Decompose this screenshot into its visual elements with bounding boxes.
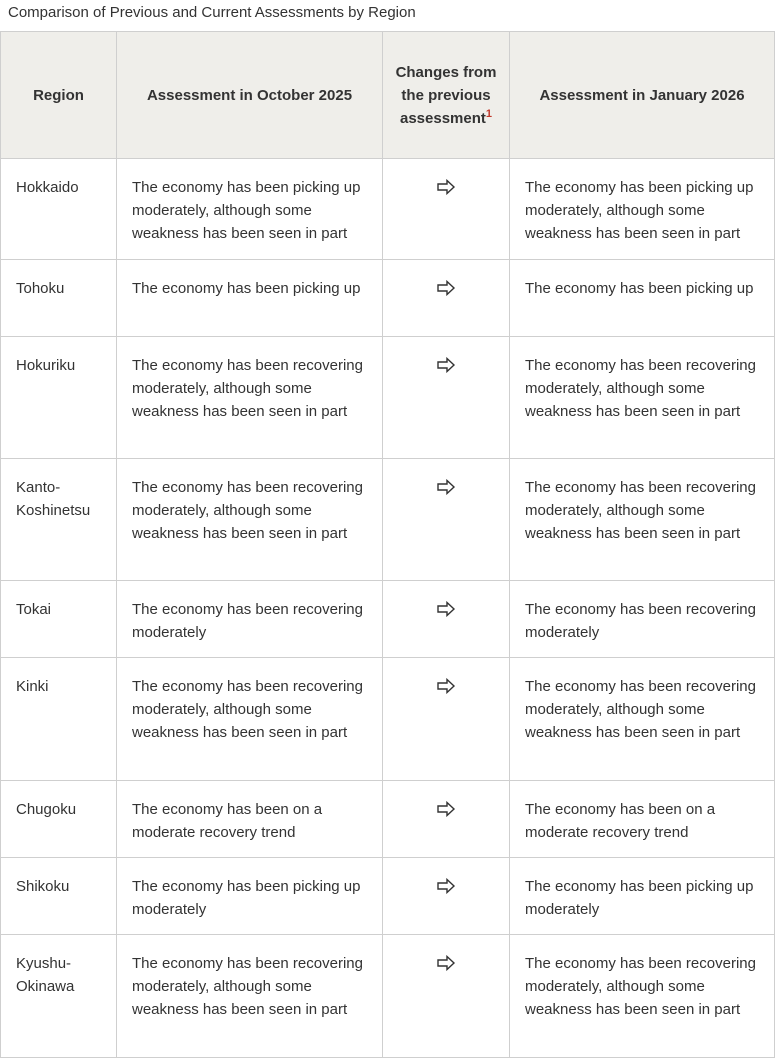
october-assessment-cell: The economy has been on a moderate recovery trend xyxy=(117,781,383,858)
right-arrow-icon xyxy=(436,678,456,694)
january-assessment-cell: The economy has been recovering moderately, although some weakness has been seen in part xyxy=(510,337,775,459)
table-row-tohoku xyxy=(1,260,775,337)
right-arrow-icon xyxy=(436,479,456,495)
october-assessment-cell: The economy has been picking up moderately, although some weakness has been seen in part xyxy=(117,159,383,260)
january-assessment-cell: The economy has been recovering moderately, although some weakness has been seen in part xyxy=(510,658,775,781)
change-cell xyxy=(383,581,510,658)
table-row-kyushu-okinawa xyxy=(1,935,775,1058)
right-arrow-icon xyxy=(436,801,456,817)
header-january: Assessment in January 2026 xyxy=(510,32,775,159)
january-assessment-cell: The economy has been recovering moderately, although some weakness has been seen in part xyxy=(510,935,775,1058)
january-assessment-cell: The economy has been recovering moderately xyxy=(510,581,775,658)
table-row-chugoku xyxy=(1,781,775,858)
right-arrow-icon xyxy=(436,179,456,195)
footnote-link[interactable]: 1 xyxy=(485,107,493,120)
change-cell xyxy=(383,781,510,858)
january-assessment-cell: The economy has been recovering moderately, although some weakness has been seen in part xyxy=(510,459,775,581)
change-cell xyxy=(383,337,510,459)
table-caption: Comparison of Previous and Current Assessments by Region xyxy=(8,4,416,21)
change-cell xyxy=(383,658,510,781)
october-assessment-cell: The economy has been recovering moderately xyxy=(117,581,383,658)
table-row-hokkaido xyxy=(1,159,775,260)
region-cell: Shikoku xyxy=(1,858,117,935)
october-assessment-cell: The economy has been picking up xyxy=(117,260,383,337)
region-cell: Hokkaido xyxy=(1,159,117,260)
right-arrow-icon xyxy=(436,357,456,373)
october-assessment-cell: The economy has been recovering moderately, although some weakness has been seen in part xyxy=(117,459,383,581)
region-assessment-table xyxy=(0,31,775,1058)
change-cell xyxy=(383,459,510,581)
right-arrow-icon xyxy=(436,601,456,617)
region-cell: Hokuriku xyxy=(1,337,117,459)
region-cell: Kyushu-Okinawa xyxy=(1,935,117,1058)
october-assessment-cell: The economy has been recovering moderately, although some weakness has been seen in part xyxy=(117,337,383,459)
table-row-shikoku xyxy=(1,858,775,935)
january-assessment-cell: The economy has been picking up moderately, although some weakness has been seen in part xyxy=(510,159,775,260)
table-body xyxy=(1,159,775,1058)
header-october: Assessment in October 2025 xyxy=(117,32,383,159)
region-cell: Kanto-Koshinetsu xyxy=(1,459,117,581)
table-row-kinki xyxy=(1,658,775,781)
region-cell: Kinki xyxy=(1,658,117,781)
table-row-tokai xyxy=(1,581,775,658)
change-cell xyxy=(383,935,510,1058)
october-assessment-cell: The economy has been recovering moderately, although some weakness has been seen in part xyxy=(117,658,383,781)
table-row-hokuriku xyxy=(1,337,775,459)
change-cell xyxy=(383,260,510,337)
change-cell xyxy=(383,159,510,260)
header-change-label: Changes from the previous assessment xyxy=(395,63,497,127)
january-assessment-cell: The economy has been on a moderate recovery trend xyxy=(510,781,775,858)
change-cell xyxy=(383,858,510,935)
header-region: Region xyxy=(1,32,117,159)
table-row-kanto-koshinetsu xyxy=(1,459,775,581)
region-cell: Tohoku xyxy=(1,260,117,337)
october-assessment-cell: The economy has been picking up moderately xyxy=(117,858,383,935)
table-header-row xyxy=(1,32,775,159)
region-cell: Chugoku xyxy=(1,781,117,858)
region-cell: Tokai xyxy=(1,581,117,658)
right-arrow-icon xyxy=(436,878,456,894)
right-arrow-icon xyxy=(436,955,456,971)
right-arrow-icon xyxy=(436,280,456,296)
october-assessment-cell: The economy has been recovering moderately, although some weakness has been seen in part xyxy=(117,935,383,1058)
january-assessment-cell: The economy has been picking up moderately xyxy=(510,858,775,935)
header-change xyxy=(383,32,510,159)
january-assessment-cell: The economy has been picking up xyxy=(510,260,775,337)
